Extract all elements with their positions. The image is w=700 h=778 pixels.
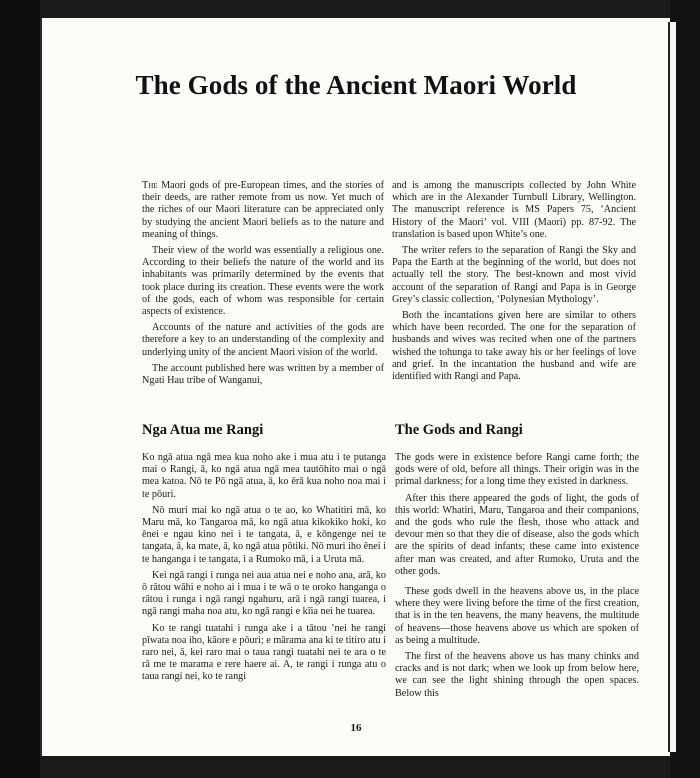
english-paragraph: These gods dwell in the heavens above us, in the place where they were living before the time of the first creation, that is in the ten heavens, the many heavens, the multitude of heavens—those heavens above us which are spoken of as being a multitude. — [395, 586, 639, 646]
maori-paragraph: Ko te rangi tuatahi i runga ake i a tātou ’nei he rangi pīwata noa iho, kāore e pōuri; e mārama ana ki te titiro atu i raro nei, ā, kei raro mai o taua rangi tuatahi nei te ara o te rā me te marama e rere haere ai. A, te rangi i runga atu o taua rangi nei, ko te rangi — [142, 622, 386, 683]
intro-column-right — [392, 180, 636, 387]
intro-column-left — [142, 180, 384, 391]
scan-border-left — [0, 0, 40, 778]
intro-paragraph: The Maori gods of pre-European times, and the stories of their deeds, are rather remote from us now. Yet much of the riches of our Maori literature can be appreciated only by studying the ancient Maori beliefs as to the nature and meaning of things. — [142, 180, 384, 240]
intro-paragraph: Accounts of the nature and activities of the gods are therefore a key to an understanding of the complexity and underlying unity of the ancient Maori vision of the world. — [142, 322, 384, 358]
intro-paragraph: and is among the manuscripts collected by John White which are in the Alexander Turnbull Library, Wellington. The manuscript reference is MS Papers 75, ‘Ancient History of the Maori’ vol. VIII (Maori) pp. 87-92. The translation is based upon White’s one. — [392, 180, 636, 240]
maori-section-heading: Nga Atua me Rangi — [142, 422, 264, 438]
intro-paragraph: Their view of the world was essentially a religious one. According to their beliefs the nature of the world and its inhabitants was primarily determined by the events that took place during its creation. These events were the work of the gods, each of whom was responsible for certain aspects of existence. — [142, 245, 384, 318]
adjacent-page-edge — [668, 22, 676, 752]
intro-paragraph: Both the incantations given here are similar to others which have been recorded. The one for the separation of husbands and wives was recited when one of the partners wished the tohunga to take away his or her feelings of love and grief. In the incantation the husband and wife are identified with Rangi and Papa. — [392, 310, 636, 383]
document-page — [40, 18, 670, 756]
page-title: The Gods of the Ancient Maori World — [135, 70, 577, 100]
maori-paragraph: Ko ngā atua ngā mea kua noho ake i mua atu i te putanga mai o Rangi, ā, ko ngā atua ngā mea tautōhito mai o ngā mea katoa. Nō te Pō ngā atua, ā, ko ērā kua noho noa mai i te pōuri. — [142, 452, 386, 500]
page-number: 16 — [350, 722, 362, 734]
intro-paragraph: The writer refers to the separation of Rangi the Sky and Papa the Earth at the beginning of the world, but does not actually tell the story. The best-known and most vivid account of the separation of Rangi and Papa is in George Grey’s classic collection, ‘Polynesian Mythology’. — [392, 245, 636, 305]
intro-paragraph: The account published here was written by a member of Ngati Hau tribe of Wanganui, — [142, 362, 384, 387]
english-paragraph: After this there appeared the gods of light, the gods of this world: Whatiri, Maru, Tangaroa and their companions, and the gods who rule the flesh, those who attack and devour men so that they die of disease, also the gods which are the spirits of dead infants; these came into existence after man was created, and after Rumoko, Uruta and the other gods. — [395, 492, 639, 577]
english-text-column — [395, 452, 639, 704]
maori-text-column — [142, 452, 386, 688]
english-section-heading: The Gods and Rangi — [395, 422, 523, 438]
maori-paragraph: Nō muri mai ko ngā atua o te ao, ko Whatitiri mā, ko Maru mā, ko Tangaroa mā, ko ngā atua kikokiko hoki, ko ēnei e ngau kino nei i te tangata, ā, e kōngenge nei te tangata, ā, ka mate, ā, ko ngā atua pōtiki. Nō muri iho ēnei i te hanganga i te tangata, i a Rumoko mā, i a Uruta mā. — [142, 504, 386, 565]
maori-paragraph: Kei ngā rangi i runga nei aua atua nei e noho ana, arā, ko ō rātou wāhi e noho ai i mua i te wā o te oroko hanganga o rātou i runga i ngā rangi ngahuru, arā i ngā rangi tuarea, i ngā rangi maha noa atu, ko ngā rangi e kīia nei he tuarea. — [142, 569, 386, 618]
intro-lead-word: The — [142, 180, 158, 191]
english-paragraph: The first of the heavens above us has many chinks and cracks and is not dark; when we look up from below here, we can see the light shining through the open spaces. Below this — [395, 651, 639, 699]
english-paragraph: The gods were in existence before Rangi came forth; the gods were of old, before all things. Their origin was in the primal darkness; for a long time they existed in darkness. — [395, 452, 639, 488]
